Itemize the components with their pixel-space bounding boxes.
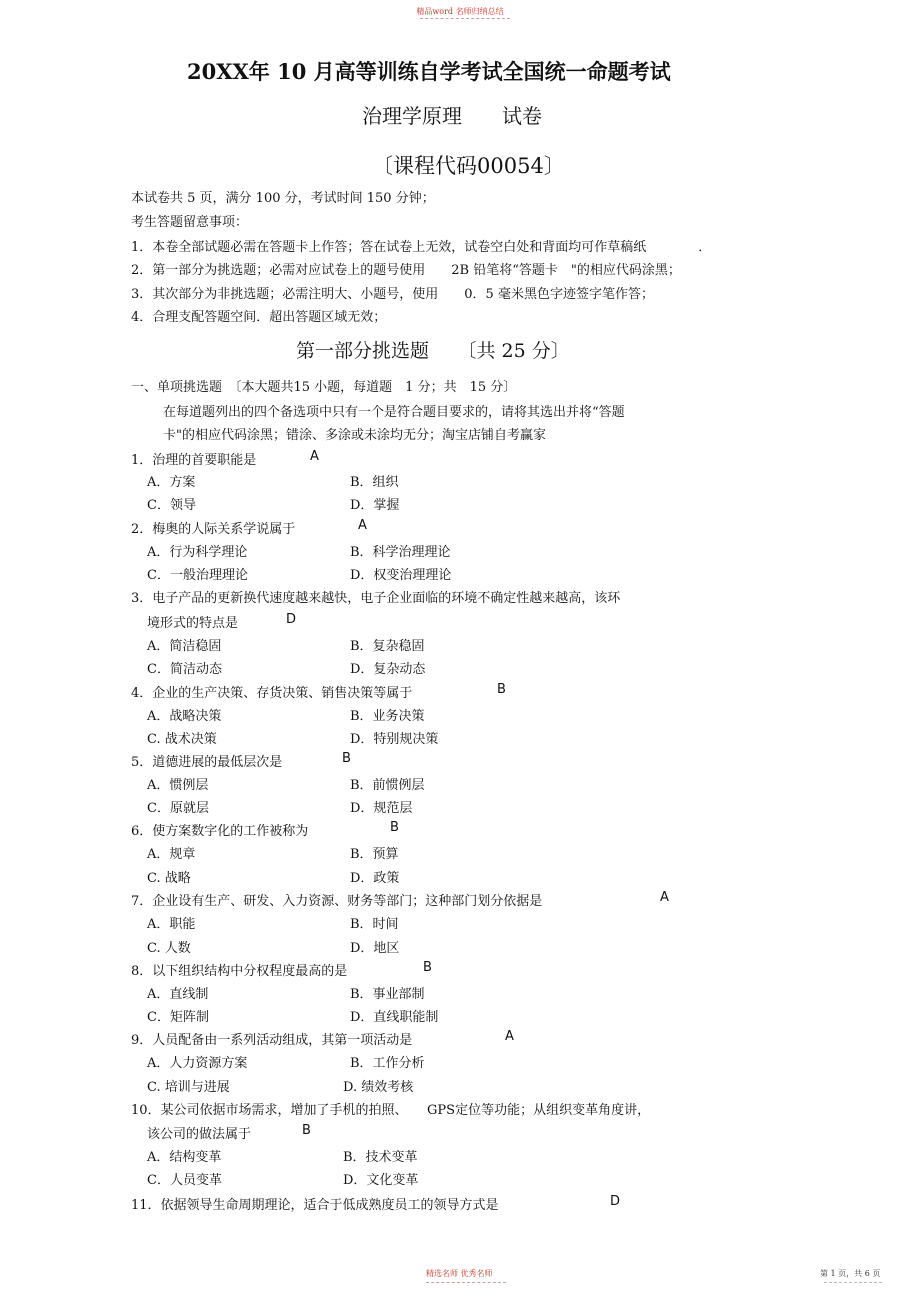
option-c: C. 培训与进展	[147, 1080, 230, 1095]
exam-title: 20XX年 10 月高等训练自学考试全国统一命题考试	[187, 59, 671, 84]
option-b: B．业务决策	[350, 709, 425, 724]
header-divider	[420, 18, 510, 19]
option-b: B．预算	[350, 847, 399, 862]
answer-3: D	[286, 612, 297, 627]
option-c: C．简洁动态	[147, 662, 222, 677]
notice-item: 2．第一部分为挑选题；必需对应试卷上的题号使用 2B 铅笔将“答题卡 "的相应代码涂黑；	[131, 263, 681, 278]
answer-9: A	[505, 1029, 514, 1044]
option-b: B．技术变革	[343, 1150, 418, 1165]
exam-info: 本试卷共 5 页，满分 100 分，考试时间 150 分钟；	[131, 191, 435, 206]
option-d: D．权变治理理论	[350, 568, 452, 583]
option-a: A．结构变革	[147, 1150, 222, 1165]
option-d: D．文化变革	[343, 1173, 419, 1188]
answer-6: B	[390, 820, 399, 835]
option-b: B．工作分析	[350, 1056, 425, 1071]
question-3-cont: 境形式的特点是	[147, 616, 239, 631]
answer-4: B	[497, 682, 506, 697]
option-d: D．掌握	[350, 498, 400, 513]
subject-name: 治理学原理	[362, 104, 462, 128]
option-a: A．方案	[147, 475, 196, 490]
course-code: 〔课程代码00054〕	[372, 154, 565, 178]
question-7: 7．企业设有生产、研发、入力资源、财务等部门；这种部门划分依据是	[131, 894, 543, 909]
option-b: B．时间	[350, 917, 399, 932]
option-d: D. 绩效考核	[343, 1080, 414, 1095]
part-instructions: 卡"的相应代码涂黑；错涂、多涂或未涂均无分；淘宝店铺自考赢家	[163, 428, 546, 443]
question-5: 5．道德进展的最低层次是	[131, 755, 283, 770]
answer-10: B	[302, 1123, 311, 1138]
answer-1: A	[310, 449, 319, 464]
notice-heading: 考生答题留意事项：	[131, 215, 249, 230]
option-c: C. 战略	[147, 871, 191, 886]
option-a: A．职能	[147, 917, 196, 932]
question-10-cont: 该公司的做法属于	[147, 1127, 252, 1142]
option-b: B．复杂稳固	[350, 639, 425, 654]
question-8: 8．以下组织结构中分权程度最高的是	[131, 964, 348, 979]
question-3: 3．电子产品的更新换代速度越来越快，电子企业面临的环境不确定性越来越高，该环	[131, 591, 621, 606]
answer-11: D	[610, 1194, 621, 1209]
page-number-divider	[824, 1282, 882, 1283]
option-a: A．规章	[147, 847, 196, 862]
option-c: C. 人数	[147, 941, 191, 956]
option-d: D．特别规决策	[350, 732, 439, 747]
subject-suffix: 试卷	[502, 104, 542, 128]
option-c: C．原就层	[147, 801, 209, 816]
answer-7: A	[660, 890, 669, 905]
notice-item: 4．合理支配答题空间．超出答题区域无效；	[131, 310, 387, 325]
option-c: C．一般治理理论	[147, 568, 248, 583]
option-a: A．行为科学理论	[147, 545, 248, 560]
option-c: C．人员变革	[147, 1173, 222, 1188]
question-4: 4．企业的生产决策、存货决策、销售决策等属于	[131, 686, 413, 701]
question-11: 11．依据领导生命周期理论，适合于低成熟度员工的领导方式是	[131, 1198, 499, 1213]
option-b: B．前惯例层	[350, 778, 425, 793]
answer-2: A	[358, 518, 367, 533]
question-2: 2．梅奥的人际关系学说属于	[131, 522, 296, 537]
notice-item: 3．其次部分为非挑选题；必需注明大、小题号，使用 0．5 毫米黑色字迹签字笔作答；	[131, 287, 654, 302]
question-10: 10．某公司依据市场需求，增加了手机的拍照、 GPS定位等功能；从组织变革角度讲，	[131, 1103, 651, 1118]
option-a: A．人力资源方案	[147, 1056, 248, 1071]
question-1: 1．治理的首要职能是	[131, 453, 257, 468]
option-a: A．战略决策	[147, 709, 222, 724]
answer-5: B	[342, 751, 351, 766]
option-c: C．领导	[147, 498, 196, 513]
option-c: C．矩阵制	[147, 1010, 209, 1025]
footer-divider	[426, 1282, 506, 1283]
option-b: B．事业部制	[350, 987, 425, 1002]
option-d: D．地区	[350, 941, 400, 956]
option-d: D．政策	[350, 871, 400, 886]
part-heading: 一、单项挑选题 〔本大题共15 小题，每道题 1 分；共 15 分〕	[131, 380, 517, 395]
part-instructions: 在每道题列出的四个备选项中只有一个是符合题目要求的，请将其选出并将“答题	[163, 405, 625, 420]
option-d: D．复杂动态	[350, 662, 426, 677]
option-a: A．惯例层	[147, 778, 209, 793]
page-number: 第 1 页，共 6 页	[820, 1269, 881, 1278]
notice-item: 1．本卷全部试题必需在答题卡上作答；答在试卷上无效，试卷空白处和背面均可作草稿纸 ．	[131, 240, 712, 255]
option-a: A．直线制	[147, 987, 209, 1002]
option-d: D．直线职能制	[350, 1010, 439, 1025]
option-b: B．科学治理理论	[350, 545, 451, 560]
option-d: D．规范层	[350, 801, 413, 816]
page-footer: 精选名师 优秀名师	[426, 1269, 493, 1278]
exam-subject	[362, 100, 542, 129]
question-9: 9．人员配备由一系列活动组成，其第一项活动是	[131, 1033, 413, 1048]
page-header: 精品word 名师归纳总结	[416, 7, 504, 16]
question-6: 6．使方案数字化的工作被称为	[131, 824, 309, 839]
option-c: C. 战术决策	[147, 732, 217, 747]
answer-8: B	[423, 960, 432, 975]
option-a: A．简洁稳固	[147, 639, 222, 654]
option-b: B．组织	[350, 475, 399, 490]
section-title: 第一部分挑选题 〔共 25 分〕	[296, 340, 570, 362]
